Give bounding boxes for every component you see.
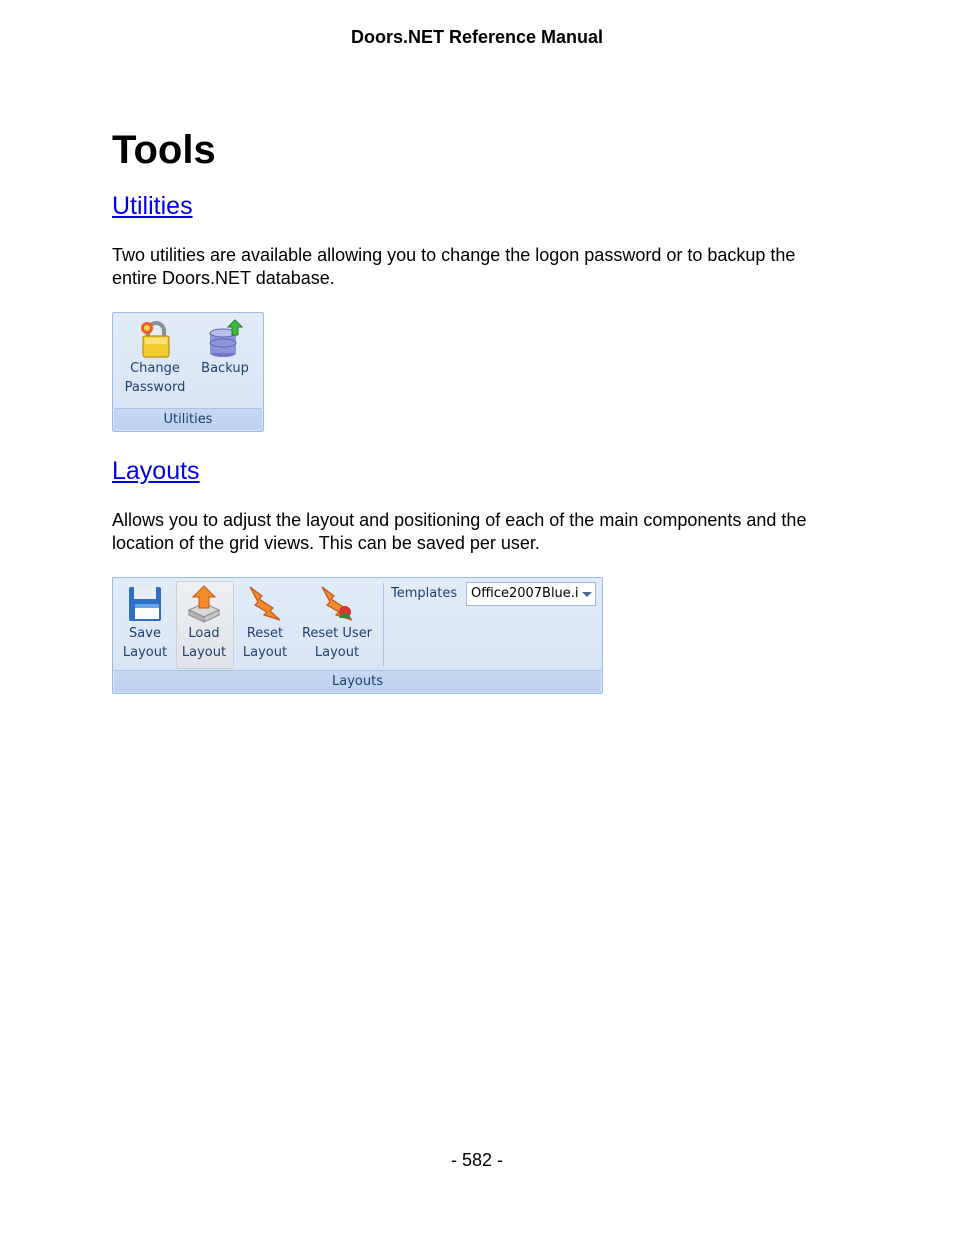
backup-label: Backup: [201, 361, 249, 376]
document-header: Doors.NET Reference Manual: [350, 27, 604, 47]
backup-button[interactable]: [195, 319, 255, 378]
load-layout-icon: [186, 584, 222, 624]
reset-user-layout-label-2: Layout: [314, 645, 360, 660]
reset-layout-label-2: Layout: [242, 645, 288, 660]
lock-icon: [137, 319, 173, 359]
database-backup-icon: [207, 319, 243, 359]
ribbon-separator: [383, 583, 384, 667]
templates-dropdown[interactable]: [466, 582, 596, 606]
save-layout-button[interactable]: [117, 584, 173, 662]
save-layout-label-2: Layout: [122, 645, 168, 660]
utilities-heading-link[interactable]: Utilities: [112, 192, 193, 220]
reset-user-layout-button[interactable]: [299, 584, 375, 662]
templates-label: Templates: [391, 586, 458, 601]
layouts-description: Allows you to adjust the layout and positioning of each of the main components and the location of the grid views. This can be saved per user.: [112, 510, 807, 553]
reset-layout-button[interactable]: [237, 584, 293, 662]
dropdown-arrow-icon[interactable]: [582, 592, 592, 597]
change-password-label-1: Change: [130, 361, 180, 376]
page-number: - 582 -: [450, 1150, 504, 1170]
page-title: Tools: [112, 128, 216, 172]
save-layout-label-1: Save: [129, 626, 161, 641]
utilities-description: Two utilities are available allowing you to change the logon password or to backup the entire Doors.NET database.: [112, 245, 796, 288]
load-layout-button[interactable]: [176, 584, 232, 662]
reset-user-layout-label-1: Reset User: [301, 626, 373, 641]
change-password-label-2: Password: [124, 380, 186, 395]
layouts-heading-link[interactable]: Layouts: [112, 457, 200, 485]
templates-dropdown-value: Office2007Blue.i: [471, 586, 579, 601]
load-layout-label-1: Load: [188, 626, 220, 641]
layouts-ribbon-group: [112, 577, 603, 694]
change-password-button[interactable]: [119, 319, 191, 397]
reset-layout-label-1: Reset: [246, 626, 284, 641]
reset-layout-icon: [247, 584, 283, 624]
reset-user-layout-icon: [319, 584, 355, 624]
load-layout-label-2: Layout: [181, 645, 227, 660]
utilities-group-label: Utilities: [114, 408, 262, 430]
save-layout-icon: [127, 584, 163, 624]
utilities-ribbon-group: [112, 312, 264, 432]
layouts-group-label: Layouts: [114, 670, 601, 692]
